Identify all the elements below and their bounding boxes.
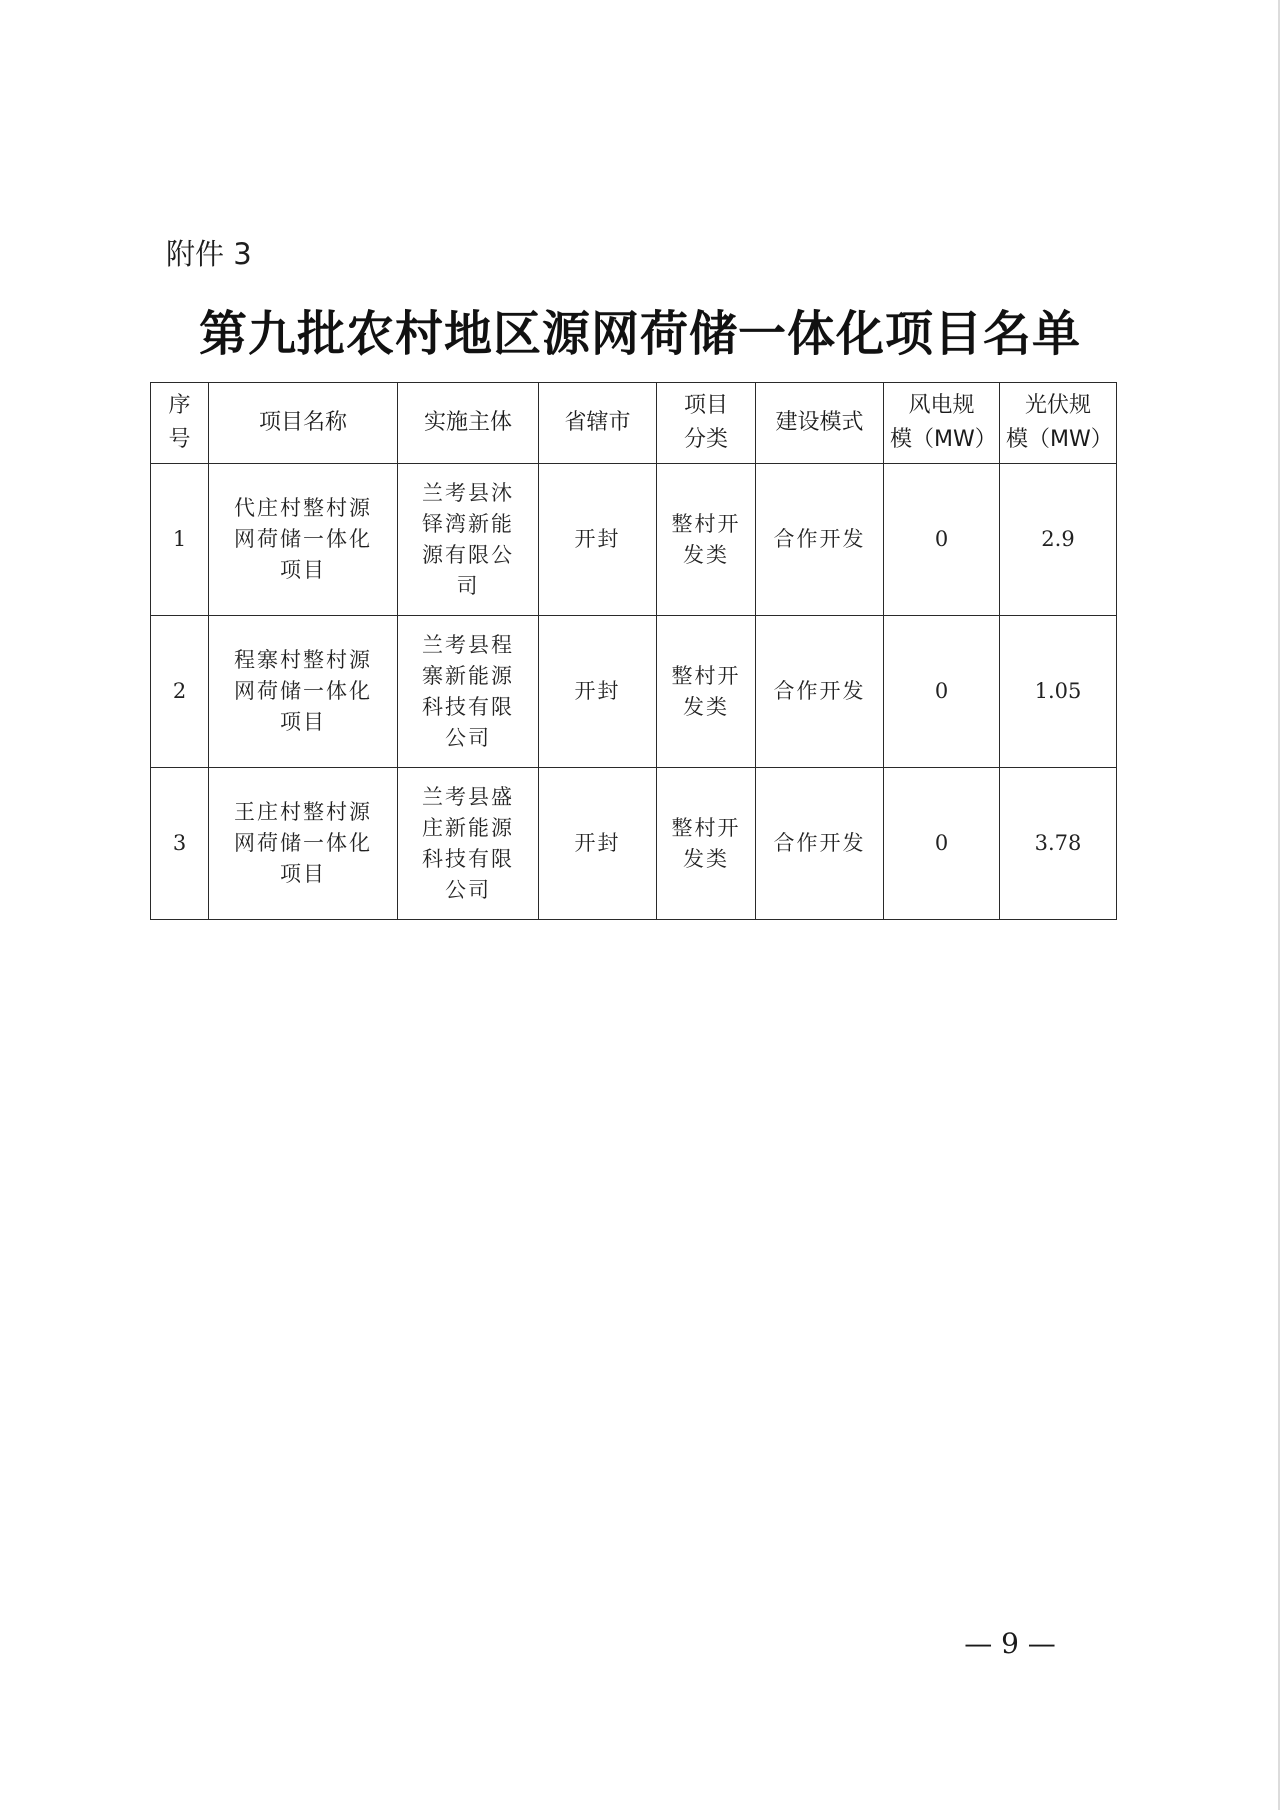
cell-seq: 3	[151, 768, 209, 920]
category-text: 整村开发类	[671, 511, 741, 567]
header-solar-line2: 模（MW）	[1006, 427, 1113, 452]
cell-solar: 3.78	[1000, 768, 1117, 920]
cell-mode: 合作开发	[756, 464, 884, 616]
entity-text: 兰考县盛庄新能源科技有限公司	[422, 784, 514, 902]
header-category-line2: 分类	[683, 427, 728, 452]
cell-entity	[398, 768, 539, 920]
project-list-table	[150, 382, 1117, 920]
cell-project-name	[209, 768, 398, 920]
header-city: 省辖市	[539, 383, 657, 464]
header-wind-line1: 风电规	[908, 393, 975, 418]
category-text: 整村开发类	[671, 663, 741, 719]
header-seq-line1: 序	[168, 393, 191, 418]
entity-text: 兰考县程寨新能源科技有限公司	[422, 632, 514, 750]
header-solar	[1000, 383, 1117, 464]
table-row	[151, 768, 1117, 920]
cell-entity	[398, 464, 539, 616]
header-entity: 实施主体	[398, 383, 539, 464]
cell-mode: 合作开发	[756, 616, 884, 768]
header-category-line1: 项目	[683, 393, 728, 418]
header-mode: 建设模式	[756, 383, 884, 464]
project-name-text: 程寨村整村源网荷储一体化项目	[234, 648, 372, 734]
attachment-label: 附件 3	[166, 237, 252, 271]
project-name-text: 代庄村整村源网荷储一体化项目	[234, 496, 372, 582]
cell-seq: 2	[151, 616, 209, 768]
cell-wind: 0	[884, 616, 1000, 768]
cell-solar: 2.9	[1000, 464, 1117, 616]
page-number: — 9 —	[964, 1627, 1056, 1660]
header-solar-line1: 光伏规	[1024, 393, 1091, 418]
project-name-text: 王庄村整村源网荷储一体化项目	[234, 800, 372, 886]
cell-city: 开封	[539, 464, 657, 616]
cell-category	[657, 464, 756, 616]
cell-category	[657, 616, 756, 768]
cell-category	[657, 768, 756, 920]
cell-entity	[398, 616, 539, 768]
cell-project-name	[209, 464, 398, 616]
cell-city: 开封	[539, 616, 657, 768]
cell-solar: 1.05	[1000, 616, 1117, 768]
header-project-name: 项目名称	[209, 383, 398, 464]
header-wind	[884, 383, 1000, 464]
table-row	[151, 464, 1117, 616]
header-wind-line2: 模（MW）	[890, 427, 997, 452]
header-seq-line2: 号	[168, 427, 191, 452]
category-text: 整村开发类	[671, 815, 741, 871]
document-title: 第九批农村地区源网荷储一体化项目名单	[198, 306, 1081, 362]
table-row	[151, 616, 1117, 768]
cell-city: 开封	[539, 768, 657, 920]
header-category	[657, 383, 756, 464]
cell-seq: 1	[151, 464, 209, 616]
cell-project-name	[209, 616, 398, 768]
header-seq	[151, 383, 209, 464]
entity-text: 兰考县沐铎湾新能源有限公司	[422, 480, 514, 598]
cell-mode: 合作开发	[756, 768, 884, 920]
cell-wind: 0	[884, 768, 1000, 920]
cell-wind: 0	[884, 464, 1000, 616]
table-header-row	[151, 383, 1117, 464]
